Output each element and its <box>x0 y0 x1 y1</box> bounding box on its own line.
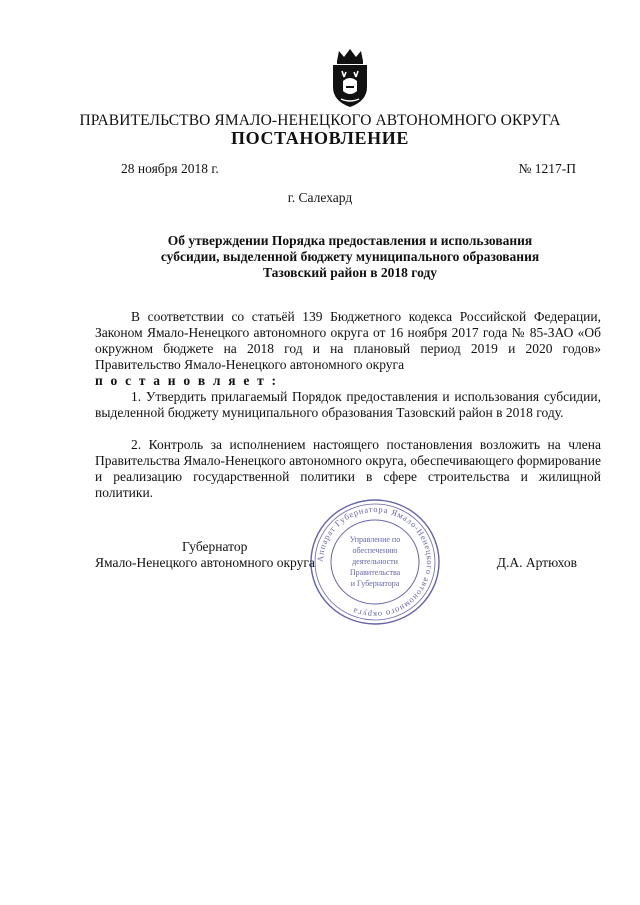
document-date: 28 ноября 2018 г. <box>121 161 219 176</box>
title-line: Об утверждении Порядка предоставления и использования <box>167 233 533 248</box>
preamble-text: В соответствии со статьёй 139 Бюджетного кодекса Российской Федерации, Законом Ямало-Ненецкого автономного округа от 16 ноября 2017 года № 85-ЗАО «Об окружном бюджете на 2018 год и на плановый период 2019 и 2020 годов» Правительство Ямало-Ненецкого автономного округа <box>95 309 601 372</box>
stamp-line: обеспечению <box>352 546 398 555</box>
resolves-word: п о с т а н о в л я е т : <box>95 373 279 388</box>
document-type: ПОСТАНОВЛЕНИЕ <box>231 128 409 148</box>
preamble <box>95 309 601 389</box>
title-line: Тазовский район в 2018 году <box>262 265 438 280</box>
organization-name: ПРАВИТЕЛЬСТВО ЯМАЛО-НЕНЕЦКОГО АВТОНОМНОГО ОКРУГА <box>79 112 561 129</box>
stamp-line: и Губернатора <box>350 579 400 588</box>
coat-of-arms-icon <box>329 47 371 109</box>
document-number: № 1217-П <box>518 161 576 176</box>
signature-position-line1: Губернатор <box>182 539 248 554</box>
stamp-line: Правительства <box>349 568 401 577</box>
signature-position <box>95 539 335 571</box>
signatory-name: Д.А. Артюхов <box>496 555 577 570</box>
clause-2 <box>95 437 601 501</box>
clause-1 <box>95 389 601 421</box>
clause-text: 2. Контроль за исполнением настоящего постановления возложить на члена Правительства Ямало-Ненецкого автономного округа, обеспечивающего формирование и реализацию государственной политики в сфере строительства и жилищной политики. <box>95 437 601 500</box>
stamp-ring-text: Аппарат Губернатора Ямало-Ненецкого автономного округа <box>314 503 436 621</box>
official-stamp <box>308 497 442 627</box>
signature-position-line2: Ямало-Ненецкого автономного округа <box>95 555 315 570</box>
document-title <box>100 233 600 281</box>
stamp-line: Управление по <box>349 535 401 544</box>
title-line: субсидии, выделенной бюджету муниципального образования <box>160 249 540 264</box>
document-city: г. Салехард <box>287 190 353 205</box>
clause-text: 1. Утвердить прилагаемый Порядок предоставления и использования субсидии, выделенной бюджету муниципального образования Тазовский район в 2018 году. <box>95 389 601 420</box>
stamp-line: деятельности <box>352 557 398 566</box>
